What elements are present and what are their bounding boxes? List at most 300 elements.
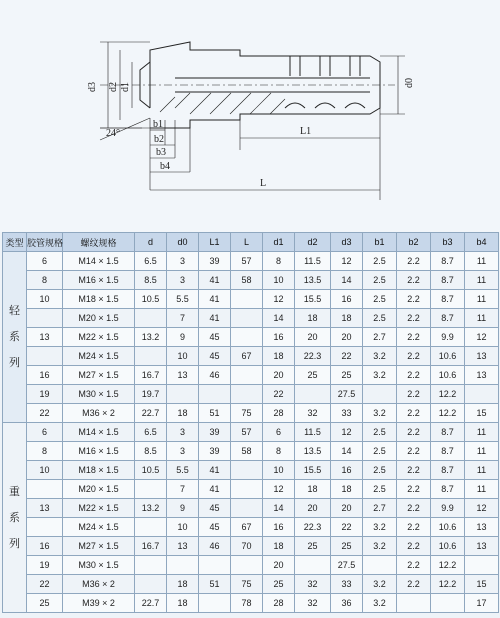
table-cell: 3: [167, 271, 199, 290]
column-header: b4: [465, 233, 499, 252]
table-cell: [27, 309, 63, 328]
table-cell: 14: [263, 499, 295, 518]
table-cell: 9: [167, 499, 199, 518]
table-row: [3, 575, 499, 594]
table-cell: 25: [331, 537, 363, 556]
table-cell: 2.2: [397, 290, 431, 309]
table-cell: [465, 385, 499, 404]
table-cell: M20 × 1.5: [63, 480, 135, 499]
table-cell: 12: [331, 252, 363, 271]
table-cell: 8: [263, 252, 295, 271]
table-cell: 3.2: [363, 404, 397, 423]
type-char: 轻: [9, 305, 20, 317]
spec-table: [2, 232, 499, 613]
column-header: d2: [295, 233, 331, 252]
label-b2: b2: [154, 134, 164, 145]
table-cell: 51: [199, 404, 231, 423]
table-cell: 22: [27, 575, 63, 594]
table-cell: 27.5: [331, 385, 363, 404]
table-cell: 2.7: [363, 499, 397, 518]
table-cell: 22: [331, 347, 363, 366]
table-cell: 13: [465, 537, 499, 556]
table-cell: [135, 556, 167, 575]
table-cell: 11: [465, 309, 499, 328]
table-cell: [465, 556, 499, 575]
table-row: [3, 252, 499, 271]
table-cell: 10.6: [431, 518, 465, 537]
table-cell: [231, 556, 263, 575]
table-cell: 22: [27, 404, 63, 423]
table-cell: 67: [231, 518, 263, 537]
table-cell: [231, 385, 263, 404]
table-cell: 18: [167, 594, 199, 613]
table-cell: 5.5: [167, 461, 199, 480]
table-cell: 2.2: [397, 347, 431, 366]
table-cell: [27, 480, 63, 499]
table-cell: [397, 594, 431, 613]
table-cell: 45: [199, 328, 231, 347]
table-cell: 22.7: [135, 594, 167, 613]
label-L1: L1: [300, 126, 312, 137]
table-cell: 20: [295, 328, 331, 347]
table-cell: 8: [27, 271, 63, 290]
table-cell: 36: [331, 594, 363, 613]
table-cell: M16 × 1.5: [63, 271, 135, 290]
table-cell: 27.5: [331, 556, 363, 575]
table-cell: 2.2: [397, 385, 431, 404]
table-cell: [231, 366, 263, 385]
table-row: [3, 271, 499, 290]
fitting-drawing-svg: [0, 0, 500, 232]
table-cell: 10.5: [135, 461, 167, 480]
type-cell: [3, 252, 27, 423]
table-cell: 16: [331, 461, 363, 480]
table-cell: 8: [27, 442, 63, 461]
table-cell: 10: [263, 271, 295, 290]
table-cell: M20 × 1.5: [63, 309, 135, 328]
table-cell: 11: [465, 423, 499, 442]
table-cell: 2.5: [363, 423, 397, 442]
table-cell: M16 × 1.5: [63, 442, 135, 461]
table-row: [3, 556, 499, 575]
table-cell: 2.5: [363, 480, 397, 499]
table-cell: 2.2: [397, 328, 431, 347]
table-cell: 16: [263, 518, 295, 537]
table-cell: 13: [465, 347, 499, 366]
table-cell: 12.2: [431, 556, 465, 575]
table-cell: 11: [465, 461, 499, 480]
table-cell: 7: [167, 480, 199, 499]
table-row: [3, 480, 499, 499]
table-cell: M22 × 1.5: [63, 328, 135, 347]
table-cell: 2.2: [397, 309, 431, 328]
table-cell: 39: [199, 442, 231, 461]
table-cell: 45: [199, 499, 231, 518]
table-cell: [231, 309, 263, 328]
table-cell: 12: [465, 328, 499, 347]
table-cell: 20: [331, 328, 363, 347]
table-cell: [167, 385, 199, 404]
table-cell: 25: [27, 594, 63, 613]
table-cell: [135, 309, 167, 328]
label-b4: b4: [160, 161, 170, 172]
type-char: 系: [9, 511, 20, 524]
table-cell: 2.2: [397, 461, 431, 480]
table-cell: M36 × 2: [63, 404, 135, 423]
table-cell: 2.5: [363, 252, 397, 271]
table-cell: 22.7: [135, 404, 167, 423]
table-cell: M39 × 2: [63, 594, 135, 613]
table-cell: 32: [295, 404, 331, 423]
table-cell: 8.5: [135, 442, 167, 461]
column-header: b1: [363, 233, 397, 252]
table-cell: 11: [465, 252, 499, 271]
label-b1: b1: [153, 119, 163, 130]
table-cell: 10: [263, 461, 295, 480]
table-row: [3, 385, 499, 404]
table-cell: 11: [465, 480, 499, 499]
table-cell: 3.2: [363, 518, 397, 537]
table-cell: 16: [27, 537, 63, 556]
table-cell: M24 × 1.5: [63, 518, 135, 537]
table-cell: 2.2: [397, 518, 431, 537]
table-cell: 15.5: [295, 461, 331, 480]
table-cell: 13.2: [135, 328, 167, 347]
table-cell: 33: [331, 404, 363, 423]
table-cell: 45: [199, 518, 231, 537]
table-cell: 9.9: [431, 499, 465, 518]
table-cell: 3.2: [363, 347, 397, 366]
table-cell: 2.2: [397, 366, 431, 385]
table-cell: 2.2: [397, 480, 431, 499]
table-cell: 75: [231, 404, 263, 423]
table-cell: 41: [199, 461, 231, 480]
table-cell: 13: [27, 499, 63, 518]
table-cell: 13.2: [135, 499, 167, 518]
table-cell: 3: [167, 252, 199, 271]
table-cell: [431, 594, 465, 613]
table-cell: 17: [465, 594, 499, 613]
table-cell: 15: [465, 575, 499, 594]
table-cell: 2.5: [363, 271, 397, 290]
table-cell: 8.7: [431, 480, 465, 499]
table-cell: M27 × 1.5: [63, 537, 135, 556]
table-cell: 19: [27, 556, 63, 575]
table-cell: 14: [331, 271, 363, 290]
column-header: b2: [397, 233, 431, 252]
table-cell: [135, 575, 167, 594]
table-cell: M27 × 1.5: [63, 366, 135, 385]
table-cell: 20: [263, 366, 295, 385]
table-cell: M30 × 1.5: [63, 556, 135, 575]
table-row: [3, 347, 499, 366]
column-header: 类型: [3, 233, 27, 252]
type-cell: [3, 423, 27, 613]
table-cell: M18 × 1.5: [63, 290, 135, 309]
table-cell: [231, 290, 263, 309]
table-row: [3, 290, 499, 309]
table-cell: 8.7: [431, 423, 465, 442]
table-cell: 57: [231, 423, 263, 442]
table-cell: 57: [231, 252, 263, 271]
table-cell: 2.5: [363, 442, 397, 461]
table-cell: 2.2: [397, 537, 431, 556]
table-cell: 7: [167, 309, 199, 328]
column-header: d3: [331, 233, 363, 252]
table-cell: 12: [465, 499, 499, 518]
table-cell: 8.7: [431, 252, 465, 271]
table-cell: [231, 499, 263, 518]
table-cell: 58: [231, 442, 263, 461]
table-cell: 41: [199, 480, 231, 499]
table-cell: 16: [27, 366, 63, 385]
table-cell: 13: [167, 537, 199, 556]
table-cell: 70: [231, 537, 263, 556]
table-cell: 20: [331, 499, 363, 518]
table-cell: 46: [199, 366, 231, 385]
table-cell: 3.2: [363, 537, 397, 556]
table-row: [3, 518, 499, 537]
table-cell: 41: [199, 271, 231, 290]
table-cell: [27, 347, 63, 366]
table-cell: 18: [167, 575, 199, 594]
table-cell: 11.5: [295, 252, 331, 271]
table-cell: 12.2: [431, 575, 465, 594]
table-cell: 16.7: [135, 366, 167, 385]
table-cell: 16: [331, 290, 363, 309]
table-cell: 12: [263, 480, 295, 499]
table-cell: 16: [263, 328, 295, 347]
type-char: 列: [9, 357, 20, 369]
table-cell: 11.5: [295, 423, 331, 442]
column-header: d0: [167, 233, 199, 252]
table-cell: 25: [331, 366, 363, 385]
table-cell: 10: [27, 461, 63, 480]
table-cell: 2.2: [397, 404, 431, 423]
table-cell: 2.2: [397, 252, 431, 271]
table-cell: [135, 518, 167, 537]
table-cell: 13: [167, 366, 199, 385]
table-cell: 28: [263, 404, 295, 423]
label-L: L: [260, 178, 267, 189]
table-cell: 22.3: [295, 347, 331, 366]
table-cell: 11: [465, 442, 499, 461]
table-cell: 13: [27, 328, 63, 347]
table-cell: [199, 594, 231, 613]
table-cell: 8: [263, 442, 295, 461]
table-row: [3, 442, 499, 461]
table-cell: 25: [295, 366, 331, 385]
table-cell: 12: [263, 290, 295, 309]
table-cell: 15.5: [295, 290, 331, 309]
table-cell: M36 × 2: [63, 575, 135, 594]
label-d2: d2: [108, 82, 119, 92]
table-cell: 19.7: [135, 385, 167, 404]
table-cell: 2.5: [363, 290, 397, 309]
technical-drawing: [0, 0, 500, 232]
table-cell: 19: [27, 385, 63, 404]
table-cell: [135, 347, 167, 366]
table-row: [3, 404, 499, 423]
column-header: L1: [199, 233, 231, 252]
table-cell: 39: [199, 423, 231, 442]
table-cell: 3.2: [363, 594, 397, 613]
table-cell: M14 × 1.5: [63, 252, 135, 271]
table-cell: 45: [199, 347, 231, 366]
table-cell: 9.9: [431, 328, 465, 347]
label-angle: 24°: [106, 128, 120, 139]
column-header: L: [231, 233, 263, 252]
table-cell: 51: [199, 575, 231, 594]
table-row: [3, 461, 499, 480]
table-cell: 6.5: [135, 423, 167, 442]
table-cell: 14: [331, 442, 363, 461]
table-cell: M22 × 1.5: [63, 499, 135, 518]
table-cell: 8.7: [431, 271, 465, 290]
table-cell: 14: [263, 309, 295, 328]
table-cell: 2.2: [397, 423, 431, 442]
table-cell: 28: [263, 594, 295, 613]
table-cell: 3: [167, 423, 199, 442]
column-header: 螺纹规格: [63, 233, 135, 252]
table-cell: 16.7: [135, 537, 167, 556]
table-cell: 12.2: [431, 385, 465, 404]
table-cell: 10.6: [431, 347, 465, 366]
label-d0: d0: [404, 78, 415, 88]
table-cell: 75: [231, 575, 263, 594]
table-cell: 10.6: [431, 366, 465, 385]
table-cell: 8.7: [431, 309, 465, 328]
table-cell: 3: [167, 442, 199, 461]
table-cell: 6: [27, 423, 63, 442]
type-char: 重: [9, 485, 20, 498]
column-header: b3: [431, 233, 465, 252]
table-row: [3, 366, 499, 385]
table-cell: 9: [167, 328, 199, 347]
table-cell: 32: [295, 575, 331, 594]
table-cell: 15: [465, 404, 499, 423]
label-b3: b3: [156, 147, 166, 158]
table-cell: 2.2: [397, 442, 431, 461]
table-cell: 25: [263, 575, 295, 594]
table-cell: 41: [199, 309, 231, 328]
table-cell: [295, 556, 331, 575]
table-cell: [199, 385, 231, 404]
table-cell: 2.2: [397, 556, 431, 575]
table-cell: 22: [331, 518, 363, 537]
table-cell: 39: [199, 252, 231, 271]
table-cell: [135, 480, 167, 499]
table-row: [3, 537, 499, 556]
table-cell: 13: [465, 518, 499, 537]
table-cell: 46: [199, 537, 231, 556]
table-cell: 11: [465, 290, 499, 309]
table-cell: M18 × 1.5: [63, 461, 135, 480]
table-cell: 67: [231, 347, 263, 366]
table-cell: 6: [27, 252, 63, 271]
table-cell: 3.2: [363, 575, 397, 594]
table-cell: 12.2: [431, 404, 465, 423]
type-char: 列: [9, 537, 20, 550]
table-cell: 18: [167, 404, 199, 423]
table-row: [3, 309, 499, 328]
table-cell: 18: [263, 537, 295, 556]
table-cell: 2.5: [363, 461, 397, 480]
table-cell: [231, 461, 263, 480]
table-cell: [167, 556, 199, 575]
table-cell: 32: [295, 594, 331, 613]
table-cell: 22.3: [295, 518, 331, 537]
table-cell: [295, 385, 331, 404]
table-cell: 10: [27, 290, 63, 309]
table-cell: [231, 480, 263, 499]
table-row: [3, 423, 499, 442]
column-header: d: [135, 233, 167, 252]
table-cell: 2.2: [397, 575, 431, 594]
table-header-row: [3, 233, 499, 252]
column-header: d1: [263, 233, 295, 252]
table-cell: 78: [231, 594, 263, 613]
table-cell: 58: [231, 271, 263, 290]
table-cell: [199, 556, 231, 575]
table-cell: 33: [331, 575, 363, 594]
table-cell: 25: [295, 537, 331, 556]
table-cell: 18: [331, 480, 363, 499]
table-cell: 13.5: [295, 442, 331, 461]
table-cell: 10: [167, 518, 199, 537]
table-cell: 8.7: [431, 290, 465, 309]
table-cell: 22: [263, 385, 295, 404]
table-row: [3, 328, 499, 347]
type-char: 系: [9, 331, 20, 343]
table-cell: 8.7: [431, 442, 465, 461]
label-d1: d1: [120, 82, 131, 92]
table-cell: 10.5: [135, 290, 167, 309]
table-cell: [363, 385, 397, 404]
table-cell: 2.2: [397, 499, 431, 518]
column-header: 胶管规格: [27, 233, 63, 252]
table-cell: 2.2: [397, 271, 431, 290]
table-row: [3, 499, 499, 518]
table-cell: 10.6: [431, 537, 465, 556]
table-cell: 12: [331, 423, 363, 442]
table-cell: 5.5: [167, 290, 199, 309]
table-row: [3, 594, 499, 613]
table-cell: 18: [263, 347, 295, 366]
table-cell: 20: [295, 499, 331, 518]
table-cell: M14 × 1.5: [63, 423, 135, 442]
table-cell: 10: [167, 347, 199, 366]
table-cell: 3.2: [363, 366, 397, 385]
table-cell: M30 × 1.5: [63, 385, 135, 404]
table-cell: 6.5: [135, 252, 167, 271]
table-cell: 11: [465, 271, 499, 290]
table-cell: 20: [263, 556, 295, 575]
table-cell: 41: [199, 290, 231, 309]
table-cell: [27, 518, 63, 537]
table-cell: 18: [295, 309, 331, 328]
table-cell: [363, 556, 397, 575]
table-cell: 8.7: [431, 461, 465, 480]
table-cell: 8.5: [135, 271, 167, 290]
table-cell: 18: [295, 480, 331, 499]
table-cell: 2.5: [363, 309, 397, 328]
table-cell: 13: [465, 366, 499, 385]
table-cell: M24 × 1.5: [63, 347, 135, 366]
label-d3: d3: [87, 82, 98, 92]
table-cell: 13.5: [295, 271, 331, 290]
table-cell: 18: [331, 309, 363, 328]
